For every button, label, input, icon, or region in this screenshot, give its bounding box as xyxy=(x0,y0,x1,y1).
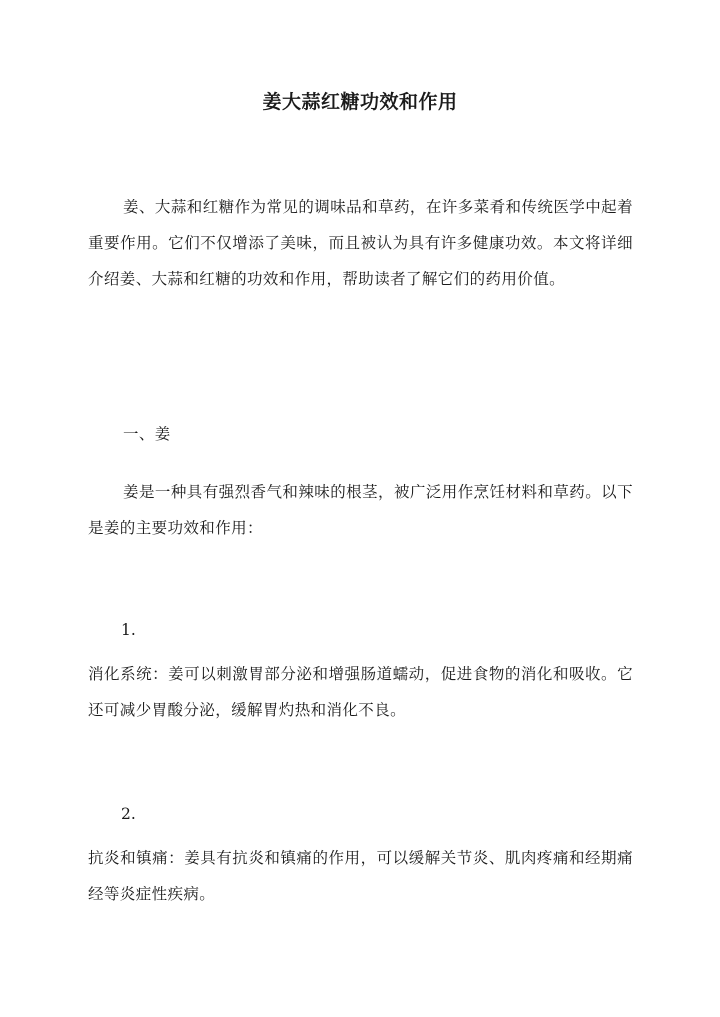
list-item-text: 抗炎和镇痛：姜具有抗炎和镇痛的作用，可以缓解关节炎、肌肉疼痛和经期痛经等炎症性疾病。 xyxy=(88,849,633,903)
intro-paragraph: 姜、大蒜和红糖作为常见的调味品和草药，在许多菜肴和传统医学中起着重要作用。它们不仅增添了美味，而且被认为具有许多健康功效。本文将详细介绍姜、大蒜和红糖的功效和作用，帮助读者了解它们的药用价值。 xyxy=(88,198,633,288)
section-heading: 一、姜 xyxy=(123,425,171,443)
list-item-text: 消化系统：姜可以刺激胃部分泌和增强肠道蠕动，促进食物的消化和吸收。它还可减少胃酸分泌，缓解胃灼热和消化不良。 xyxy=(88,665,633,719)
list-item-number: 1. xyxy=(121,621,136,639)
document-title: 姜大蒜红糖功效和作用 xyxy=(262,91,458,113)
section-intro-paragraph: 姜是一种具有强烈香气和辣味的根茎，被广泛用作烹饪材料和草药。以下是姜的主要功效和作用： xyxy=(88,483,633,537)
list-item-number: 2. xyxy=(121,805,136,823)
